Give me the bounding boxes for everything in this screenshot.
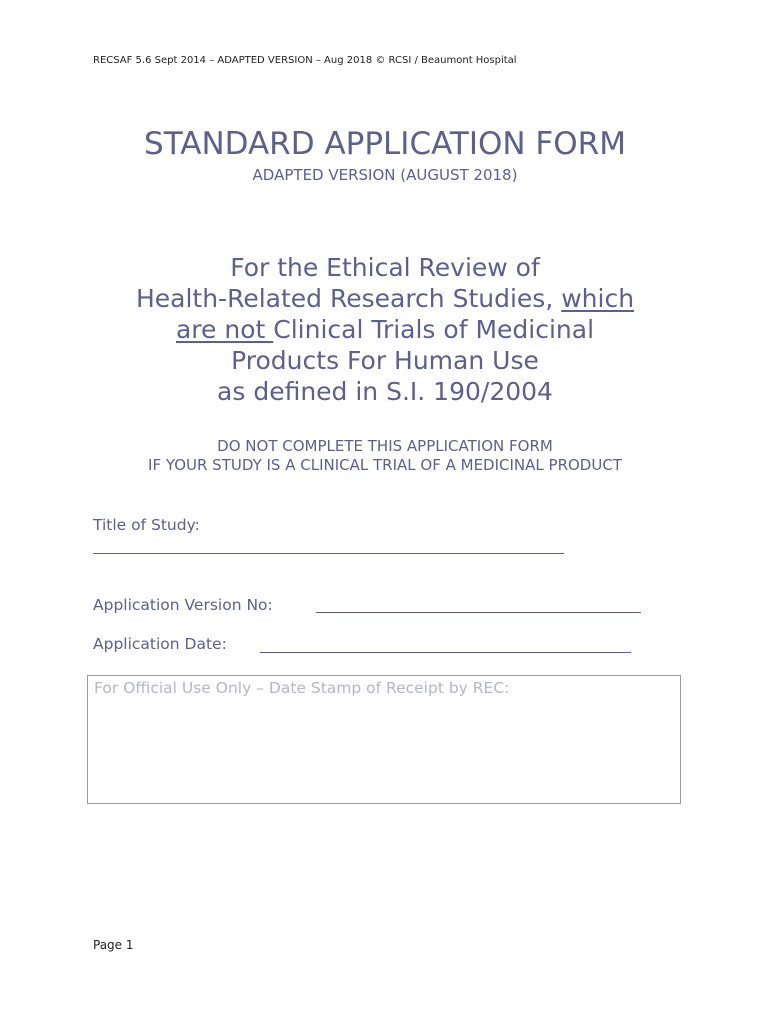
official-use-box: [87, 675, 681, 804]
form-title: STANDARD APPLICATION FORM: [144, 126, 626, 162]
review-line-4: Products For Human Use: [231, 346, 539, 375]
review-line-5: as defined in S.I. 190/2004: [217, 377, 553, 406]
application-version-label: Application Version No:: [93, 596, 273, 614]
document-header: RECSAF 5.6 Sept 2014 – ADAPTED VERSION – Aug 2018 © RCSI / Beaumont Hospital: [93, 55, 517, 66]
application-date-label: Application Date:: [93, 635, 227, 653]
application-version-field[interactable]: [316, 612, 641, 613]
title-of-study-field[interactable]: [93, 553, 564, 554]
warning-notice: [0, 437, 770, 475]
form-subtitle: ADAPTED VERSION (AUGUST 2018): [252, 166, 518, 184]
review-line-2: [0, 283, 770, 314]
review-line-3-underlined: are not: [175, 315, 274, 344]
title-of-study-label: Title of Study:: [93, 516, 200, 534]
review-line-3-end: Clinical Trials of Medicinal: [273, 315, 595, 344]
official-use-label: For Official Use Only – Date Stamp of Receipt by REC:: [94, 679, 510, 697]
review-line-2-start: Health-Related Research Studies,: [135, 284, 562, 313]
review-line-3: [0, 314, 770, 345]
warning-line-1: DO NOT COMPLETE THIS APPLICATION FORM: [217, 437, 553, 455]
page-number: Page 1: [93, 938, 134, 952]
review-line-2-underlined: which: [561, 284, 635, 313]
warning-line-2: IF YOUR STUDY IS A CLINICAL TRIAL OF A MEDICINAL PRODUCT: [148, 456, 622, 474]
review-statement: [0, 252, 770, 407]
application-date-field[interactable]: [260, 652, 631, 653]
review-line-1: For the Ethical Review of: [230, 253, 540, 282]
